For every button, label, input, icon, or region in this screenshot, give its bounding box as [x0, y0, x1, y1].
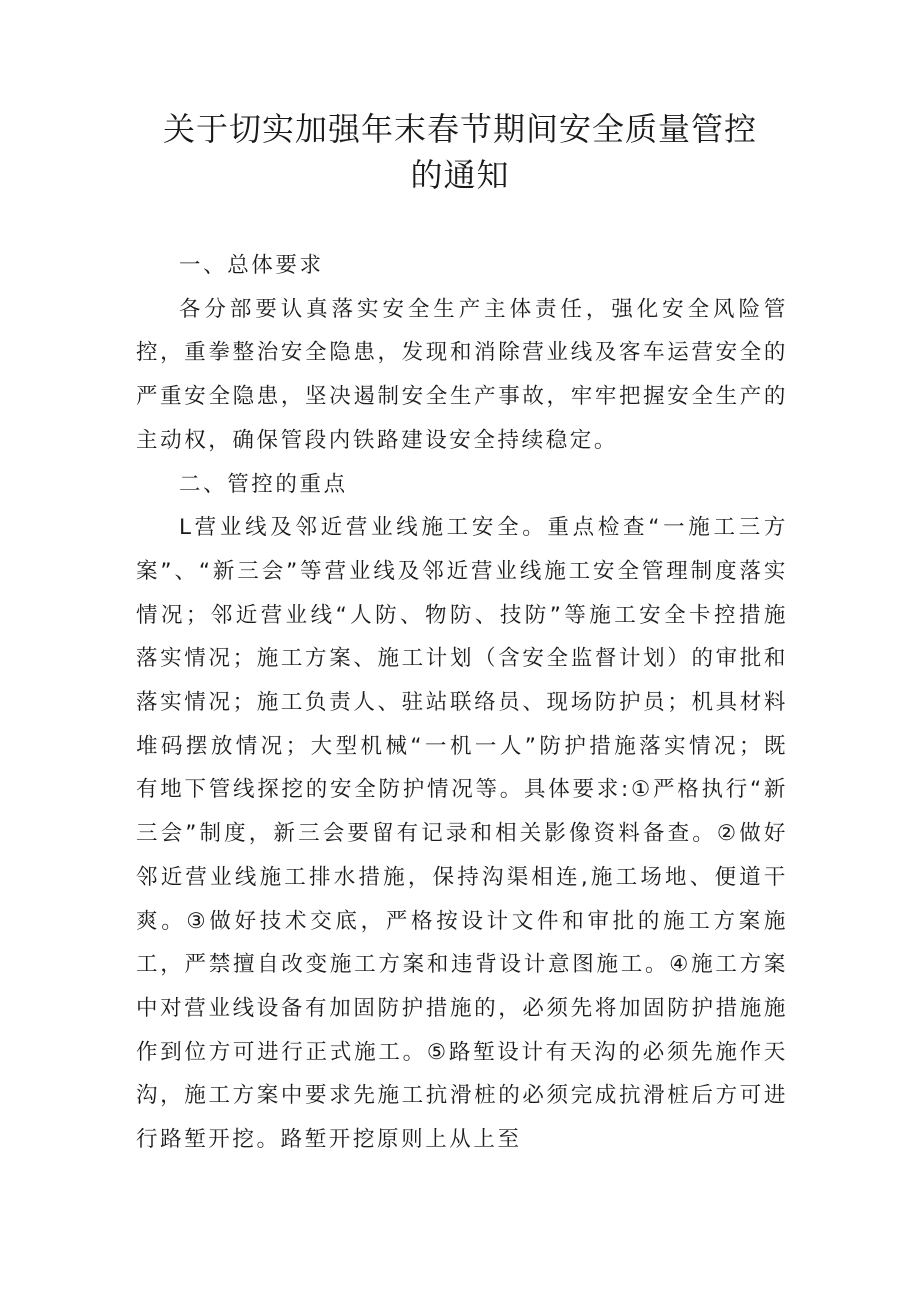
paragraph-general-requirements: 各分部要认真落实安全生产主体责任，强化安全风险管控，重拳整治安全隐患，发现和消除营业线及客车运营安全的严重安全隐患，坚决遏制安全生产事故，牢牢把握安全生产的主动权，确保管段内铁路建设安全持续稳定。	[136, 296, 788, 453]
section-heading-control-focus: 二、管控的重点	[179, 471, 348, 497]
document-body	[136, 244, 788, 1162]
paragraph-business-line-safety: L营业线及邻近营业线施工安全。重点检查“一施工三方案”、“新三会”等营业线及邻近营业线施工安全管理制度落实情况；邻近营业线“人防、物防、技防”等施工安全卡控措施落实情况；施工方案、施工计划（含安全监督计划）的审批和落实情况；施工负责人、驻站联络员、现场防护员；机具材料堆码摆放情况；大型机械“一机一人”防护措施落实情况；既有地下管线探挖的安全防护情况等。具体要求:①严格执行“新三会”制度，新三会要留有记录和相关影像资料备查。②做好邻近营业线施工排水措施，保持沟渠相连,施工场地、便道干爽。③做好技术交底，严格按设计文件和审批的施工方案施工，严禁擅自改变施工方案和违背设计意图施工。④施工方案中对营业线设备有加固防护措施的，必须先将加固防护措施施作到位方可进行正式施工。⑤路堑设计有天沟的必须先施作天沟，施工方案中要求先施工抗滑桩的必须完成抗滑桩后方可进行路堑开挖。路堑开挖原则上从上至	[136, 515, 788, 1153]
title-line-1: 关于切实加强年末春节期间安全质量管控	[162, 110, 757, 148]
document-title	[0, 106, 920, 198]
title-line-2: 的通知	[410, 156, 510, 194]
section-heading-general-requirements: 一、总体要求	[179, 253, 324, 278]
